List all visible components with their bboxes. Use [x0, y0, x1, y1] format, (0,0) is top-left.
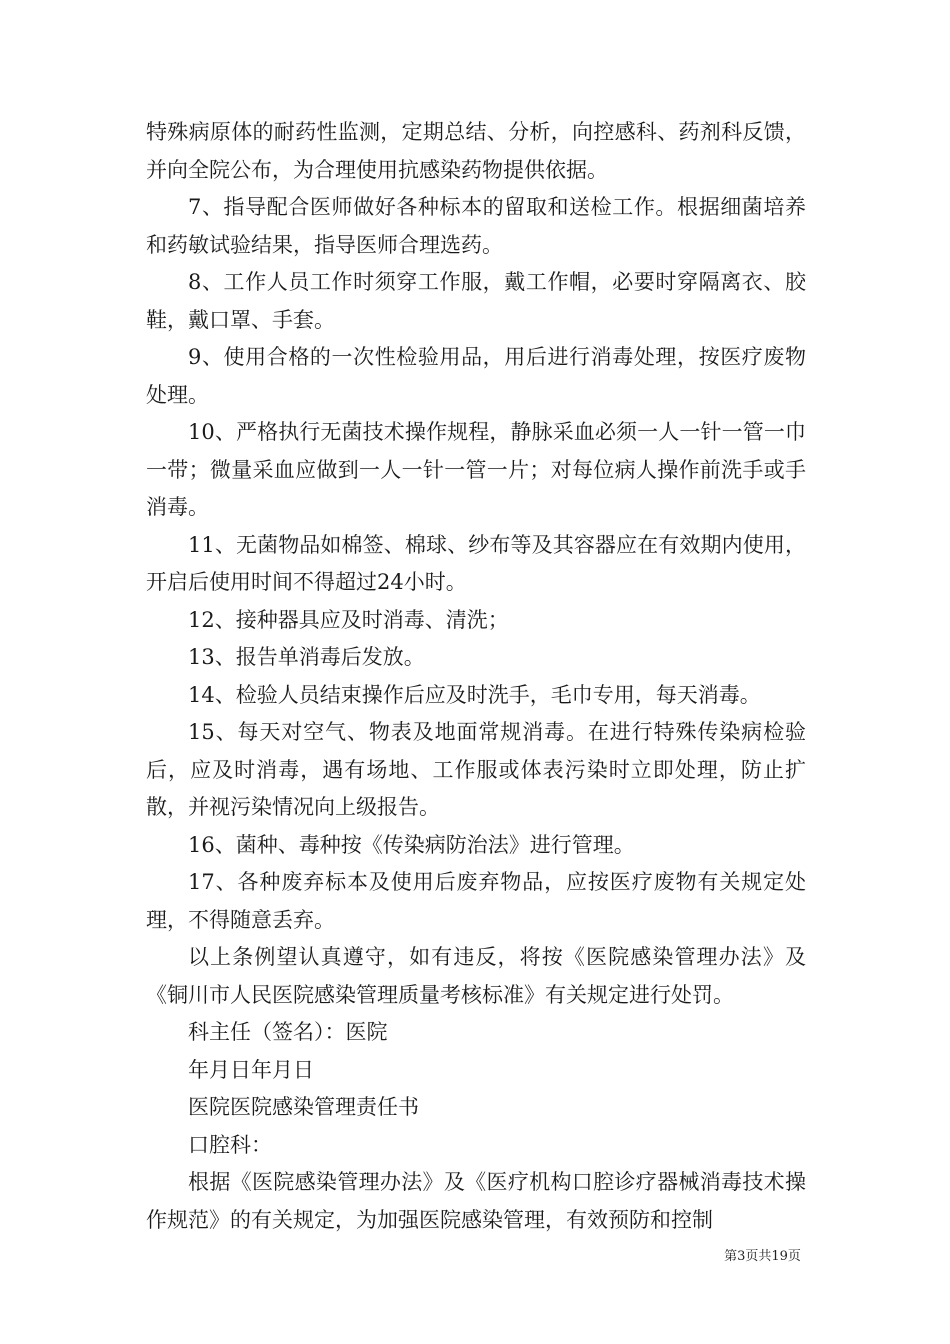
- paragraph: 以上条例望认真遵守，如有违反，将按《医院感染管理办法》及《铜川市人民医院感染管理质量考核标准》有关规定进行处罚。: [146, 945, 806, 1007]
- paragraph: 9、使用合格的一次性检验用品，用后进行消毒处理，按医疗废物处理。: [146, 345, 806, 407]
- department-label: 口腔科：: [188, 1132, 272, 1157]
- paragraph: 12、接种器具应及时消毒、清洗；: [188, 607, 509, 632]
- paragraph: 13、报告单消毒后发放。: [188, 645, 425, 669]
- paragraph: 15、每天对空气、物表及地面常规消毒。在进行特殊传染病检验后，应及时消毒，遇有场地、工作服或体表污染时立即处理，防止扩散，并视污染情况向上级报告。: [146, 720, 806, 819]
- page-number: 第3页共19页: [724, 1249, 801, 1264]
- paragraph: 14、检验人员结束操作后应及时洗手，毛巾专用，每天消毒。: [188, 682, 761, 707]
- section-title: 医院医院感染管理责任书: [188, 1095, 419, 1119]
- paragraph: 10、严格执行无菌技术操作规程，静脉采血必须一人一针一管一巾一带；微量采血应做到一人一针一管一片；对每位病人操作前洗手或手消毒。: [146, 420, 806, 519]
- date-line: 年月日年月日: [188, 1057, 314, 1082]
- paragraph: 11、无菌物品如棉签、棉球、纱布等及其容器应在有效期内使用，开启后使用时间不得超过24小时。: [146, 532, 806, 594]
- paragraph: 8、工作人员工作时须穿工作服，戴工作帽，必要时穿隔离衣、胶鞋，戴口罩、手套。: [146, 270, 806, 332]
- paragraph: 特殊病原体的耐药性监测，定期总结、分析，向控感科、药剂科反馈，并向全院公布，为合理使用抗感染药物提供依据。: [146, 120, 806, 182]
- signature-line: 科主任（签名）：医院: [188, 1020, 388, 1044]
- paragraph: 根据《医院感染管理办法》及《医疗机构口腔诊疗器械消毒技术操作规范》的有关规定，为加强医院感染管理，有效预防和控制: [146, 1170, 806, 1232]
- paragraph: 16、菌种、毒种按《传染病防治法》进行管理。: [188, 832, 635, 857]
- paragraph: 7、指导配合医师做好各种标本的留取和送检工作。根据细菌培养和药敏试验结果，指导医师合理选药。: [146, 195, 806, 257]
- document-body: [146, 114, 806, 1239]
- paragraph: 17、各种废弃标本及使用后废弃物品，应按医疗废物有关规定处理，不得随意丢弃。: [146, 870, 806, 932]
